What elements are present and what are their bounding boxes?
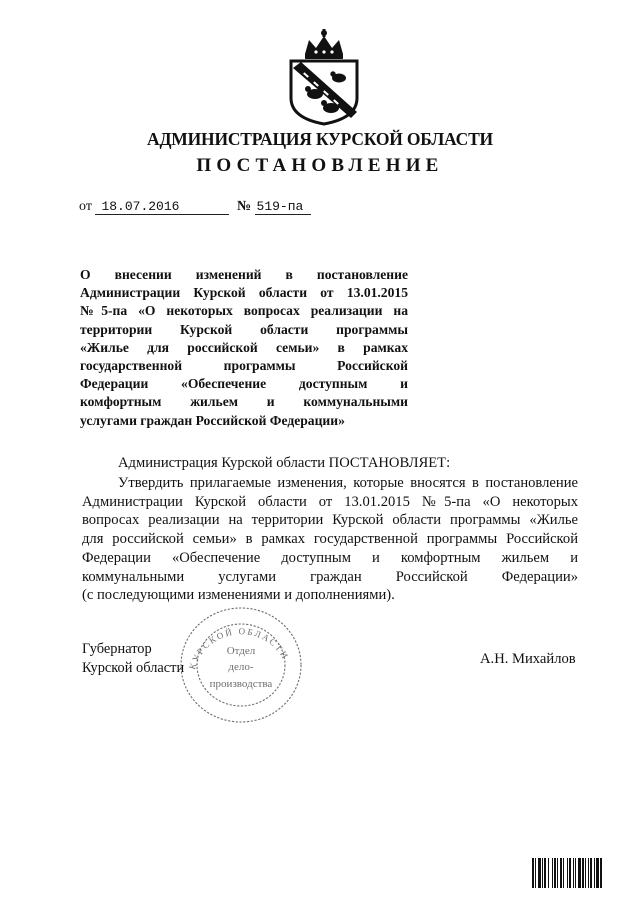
barcode-bar bbox=[538, 858, 541, 888]
barcode-bar bbox=[585, 858, 586, 888]
body-line: для российской семьи» в рамках государственной программы Российской bbox=[82, 531, 578, 548]
barcode-bar bbox=[573, 858, 574, 888]
body-line: вопросах реализации на территории Курской области программы «Жилье bbox=[82, 512, 578, 529]
organization-title: АДМИНИСТРАЦИЯ КУРСКОЙ ОБЛАСТИ bbox=[147, 129, 493, 149]
subject-line: №5-па «О некоторых вопросах реализации на bbox=[80, 303, 408, 319]
body-line: Федерации «Обеспечение доступным и комфортным жильем и bbox=[82, 549, 578, 566]
office-seal bbox=[177, 604, 305, 726]
barcode-bar bbox=[575, 858, 576, 888]
registration-line bbox=[79, 199, 311, 215]
seal-center-line: производства bbox=[209, 678, 273, 690]
seal-ring-text: КУРСКОЙ ОБЛАСТИ bbox=[187, 626, 291, 671]
seal-center-line: Отдел bbox=[226, 645, 256, 657]
barcode-bar bbox=[532, 858, 534, 888]
signatory-title bbox=[82, 640, 184, 678]
barcode-bar bbox=[563, 858, 564, 888]
barcode-bar bbox=[594, 858, 595, 888]
coat-of-arms-icon bbox=[283, 28, 365, 126]
body-line: Администрации Курской области от 13.01.2015 №5-па «О некоторых bbox=[82, 493, 578, 510]
barcode-bar bbox=[560, 858, 562, 888]
date-prefix: от bbox=[79, 199, 92, 214]
subject-block bbox=[80, 266, 408, 430]
body-line: (с последующими изменениями и дополнениями). bbox=[82, 587, 395, 604]
barcode-bar bbox=[582, 858, 584, 888]
seal-center-line: дело- bbox=[228, 661, 254, 673]
resolution-body bbox=[82, 474, 578, 605]
signatory-title-line: Курской области bbox=[82, 659, 185, 676]
barcode-bar bbox=[548, 858, 549, 888]
barcode-bar bbox=[544, 858, 546, 888]
subject-line: «Жилье для российской семьи» в рамках bbox=[80, 339, 408, 355]
barcode-bar bbox=[542, 858, 543, 888]
subject-line: комфортным жильем и коммунальными bbox=[80, 394, 408, 410]
barcode-bar bbox=[590, 858, 592, 888]
document-date: 18.07.2016 bbox=[95, 199, 229, 215]
signatory-title-line: Губернатор bbox=[82, 641, 152, 657]
barcode-bar bbox=[596, 858, 599, 888]
signatory-name: А.Н. Михайлов bbox=[480, 651, 576, 667]
body-line: Утвердить прилагаемые изменения, которые вносятся в постановление bbox=[118, 475, 578, 491]
document-type-heading: ПОСТАНОВЛЕНИЕ bbox=[196, 155, 444, 176]
subject-line: О внесении изменений в постановление bbox=[80, 267, 408, 282]
barcode-bar bbox=[554, 858, 556, 888]
barcode-bar bbox=[535, 858, 536, 888]
subject-line: Федерации «Обеспечение доступным и bbox=[80, 376, 408, 392]
subject-line: территории Курской области программы bbox=[80, 321, 408, 337]
barcode-bar bbox=[569, 858, 571, 888]
barcode-bar bbox=[557, 858, 558, 888]
document-number: 519-па bbox=[255, 199, 311, 215]
barcode-icon bbox=[532, 858, 624, 888]
number-label: № bbox=[236, 199, 252, 214]
barcode-bar bbox=[588, 858, 589, 888]
body-line: коммунальными услугами граждан Российской Федерации» bbox=[82, 568, 578, 585]
resolution-intro: Администрация Курской области ПОСТАНОВЛЯЕТ: bbox=[118, 455, 451, 471]
barcode-bar bbox=[552, 858, 553, 888]
barcode-bar bbox=[567, 858, 568, 888]
subject-line: услугами граждан Российской Федерации» bbox=[80, 412, 345, 428]
barcode-bar bbox=[600, 858, 602, 888]
subject-line: государственной программы Российской bbox=[80, 358, 408, 374]
subject-line: Администрации Курской области от 13.01.2015 bbox=[80, 285, 408, 301]
barcode-bar bbox=[578, 858, 581, 888]
